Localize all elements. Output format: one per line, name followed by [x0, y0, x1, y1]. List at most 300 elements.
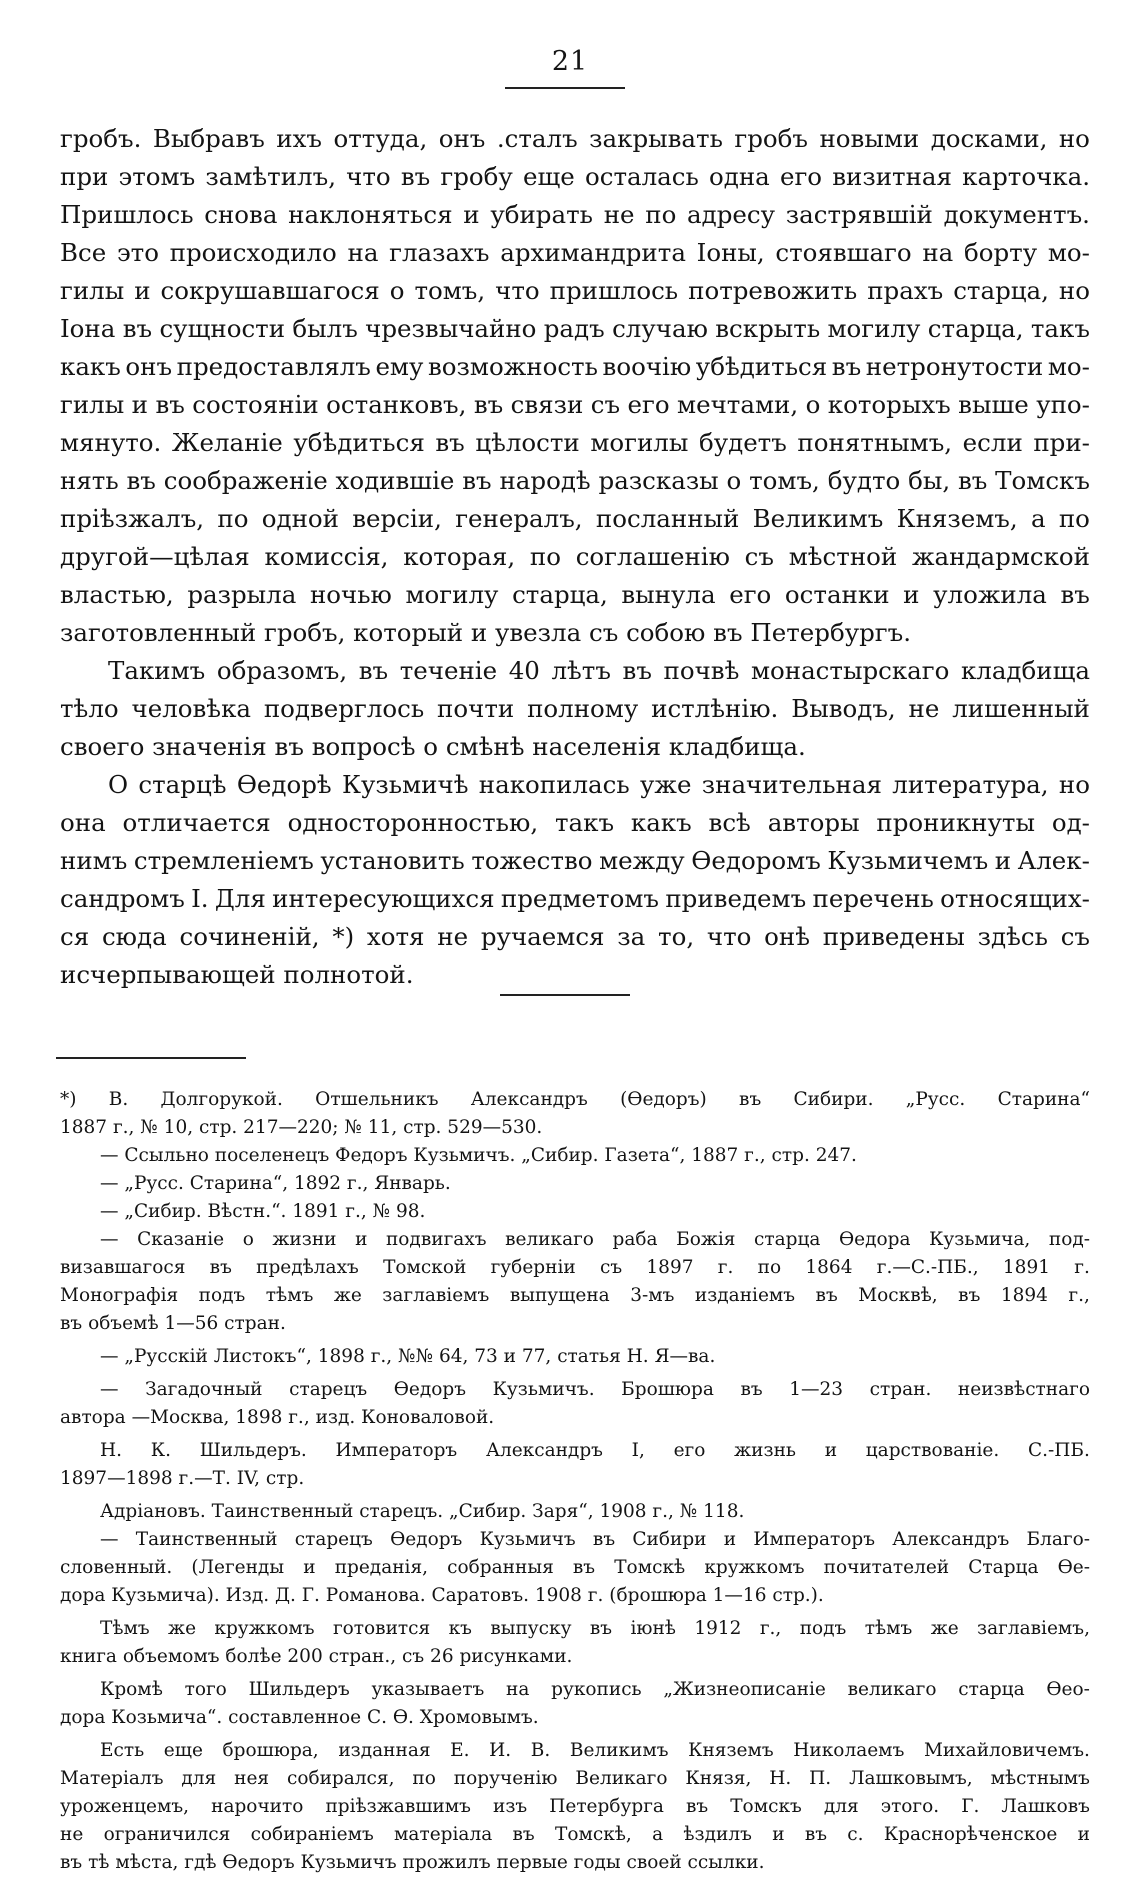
- footnote-word: матеріала: [394, 1824, 493, 1845]
- footnote-word: въ: [804, 1824, 827, 1845]
- footnote-word: и: [355, 1229, 368, 1250]
- body-word: разрыла: [187, 580, 297, 609]
- body-line: [60, 652, 1090, 690]
- body-word: что: [495, 276, 540, 305]
- footnote-line: [60, 1254, 1090, 1282]
- body-word: адресу: [687, 200, 776, 229]
- footnote-word: въ: [739, 1089, 762, 1110]
- body-word: на: [347, 238, 379, 267]
- body-word: по: [217, 504, 249, 533]
- footnote-line: [60, 1526, 1090, 1554]
- footnote-word: г.—С.-ПБ.,: [876, 1257, 979, 1278]
- body-word: мо-: [1047, 238, 1090, 267]
- footnote-word: I,: [631, 1440, 645, 1461]
- body-word: останки: [784, 580, 890, 609]
- footnote-word: Г.: [961, 1796, 980, 1817]
- footnote-word: с.: [847, 1824, 864, 1845]
- footnote-word: же: [930, 1618, 959, 1639]
- body-word: это: [116, 238, 159, 267]
- body-word: Княземъ,: [896, 504, 1018, 533]
- body-word: такъ: [554, 808, 615, 837]
- footnote-line: — „Русскій Листокъ“, 1898 г., №№ 64, 73 и 77, статья Н. Я—ва.: [100, 1346, 716, 1367]
- footnote-word: Краснорѣченское: [883, 1824, 1058, 1845]
- footnote-word: Николаемъ: [793, 1740, 905, 1761]
- body-word: генералъ,: [455, 504, 583, 533]
- body-word: убирать: [490, 200, 593, 229]
- body-line: [60, 272, 1090, 310]
- footnote-word: въ: [209, 1257, 232, 1278]
- body-word: отличается: [122, 808, 271, 837]
- body-word: будетъ: [698, 428, 787, 457]
- footnote-line: [60, 1086, 1090, 1114]
- footnote-line: [60, 1554, 1090, 1582]
- body-word: убѣдиться: [293, 428, 425, 457]
- body-word: сущности: [159, 314, 286, 343]
- body-word: властью,: [60, 580, 174, 609]
- footnote-word: тѣмъ: [864, 1618, 913, 1639]
- footnote-word: Ѳе-: [1057, 1557, 1090, 1578]
- body-word: его: [779, 162, 823, 191]
- body-word: она: [60, 808, 106, 837]
- footnote-word: —: [100, 1529, 119, 1550]
- body-word: лѣтъ: [551, 656, 611, 685]
- body-word: гилы: [60, 390, 125, 419]
- body-word: будто: [827, 466, 901, 495]
- body-word: перечень: [812, 884, 934, 913]
- footnote-word: Императоръ: [335, 1440, 458, 1461]
- body-word: томъ,: [749, 466, 820, 495]
- body-word: ихъ: [276, 124, 323, 153]
- body-word: и: [134, 276, 151, 305]
- footnote-word: изданная: [338, 1740, 431, 1761]
- body-word: ходившіе: [335, 466, 455, 495]
- footnote-word: не: [60, 1824, 84, 1845]
- footnote-word: Тѣмъ: [100, 1618, 150, 1639]
- footnote-word: старецъ: [289, 1379, 368, 1400]
- footnote-word: а: [652, 1824, 664, 1845]
- body-word: Выводъ,: [791, 694, 896, 723]
- body-word: за: [617, 922, 646, 951]
- body-word: въ: [1060, 580, 1090, 609]
- body-word: закрывать: [589, 124, 723, 153]
- body-word: мо-: [1047, 352, 1090, 381]
- body-word: теченіе: [399, 656, 498, 685]
- body-word: одной: [261, 504, 339, 533]
- body-word: мечтами,: [677, 390, 799, 419]
- body-word: гробъ.: [60, 124, 142, 153]
- body-word: одна: [709, 162, 770, 191]
- body-word: а: [1030, 504, 1046, 533]
- body-word: какъ: [630, 808, 692, 837]
- footnote-word: Лашковъ: [1001, 1796, 1090, 1817]
- body-word: Желаніе: [171, 428, 283, 457]
- footnote-word: Великаго: [575, 1768, 668, 1789]
- body-word: версіи,: [352, 504, 442, 533]
- body-word: упо-: [1036, 390, 1090, 419]
- body-word: вынула: [621, 580, 716, 609]
- footnote-word: Томскъ: [730, 1796, 802, 1817]
- body-word: Ѳедоромъ: [691, 846, 821, 875]
- body-word: прахъ: [867, 276, 944, 305]
- footnote-word: по: [412, 1768, 436, 1789]
- footnote-word: для: [181, 1768, 217, 1789]
- footnote-word: изъ: [492, 1796, 528, 1817]
- footnote-word: подвигахъ: [385, 1229, 487, 1250]
- footnote-word: 1912: [694, 1618, 742, 1639]
- footnote-word: „Жизнеописаніе: [663, 1679, 826, 1700]
- body-line: [60, 234, 1090, 272]
- body-text: [60, 120, 1090, 994]
- body-word: подверглось: [263, 694, 425, 723]
- body-word: которыхъ: [827, 390, 951, 419]
- body-word: то,: [658, 922, 695, 951]
- footnote-word: по: [757, 1257, 782, 1278]
- footnote-word: Брошюра: [621, 1379, 714, 1400]
- footnote-word: Старца: [968, 1557, 1039, 1578]
- footnote-line: [60, 1676, 1090, 1704]
- body-word: цѣлости: [475, 428, 580, 457]
- footnote-word: Томскѣ,: [554, 1824, 632, 1845]
- footnote-word: Великимъ: [569, 1740, 669, 1761]
- footnote-word: 1891: [1002, 1257, 1050, 1278]
- body-word: ручаемся: [480, 922, 605, 951]
- footnote-word: собирался,: [286, 1768, 395, 1789]
- body-word: онъ: [438, 124, 486, 153]
- body-word: сюда: [101, 922, 167, 951]
- body-line: [60, 310, 1090, 348]
- body-word: не: [908, 694, 940, 723]
- body-word: разсказы: [598, 466, 719, 495]
- footnote-word: почитателей: [823, 1557, 950, 1578]
- body-word: въ: [957, 466, 988, 495]
- body-word: о: [389, 276, 405, 305]
- body-word: значительная: [701, 770, 882, 799]
- body-word: О: [108, 770, 129, 799]
- body-word: полному: [527, 694, 639, 723]
- body-word: Такимъ: [108, 656, 206, 685]
- page-number: 21: [551, 46, 589, 77]
- body-line: исчерпывающей полнотой.: [60, 960, 414, 989]
- footnote-word: Князя,: [685, 1768, 752, 1789]
- body-word: гилы: [60, 276, 125, 305]
- body-line: [60, 120, 1090, 158]
- body-word: происходило: [169, 238, 337, 267]
- body-word: останковъ,: [326, 390, 467, 419]
- body-line: [60, 918, 1090, 956]
- footnote-word: Москвѣ,: [858, 1285, 938, 1306]
- footnote-word: —: [100, 1379, 119, 1400]
- body-word: и: [131, 390, 149, 419]
- footnote-word: рукопись: [551, 1679, 642, 1700]
- footnote-word: въ: [685, 1796, 709, 1817]
- body-word: здѣсь: [977, 922, 1048, 951]
- footnote-word: В.: [108, 1089, 129, 1110]
- footnote-word: къ: [448, 1618, 472, 1639]
- page-number-rule: [505, 87, 625, 89]
- body-word: старцѣ: [138, 770, 227, 799]
- footnote-word: губерніи: [490, 1257, 576, 1278]
- footnote-word: Кузьмичъ.: [492, 1379, 595, 1400]
- body-word: истлѣнію.: [651, 694, 779, 723]
- footnote-word: Н.: [769, 1768, 792, 1789]
- body-word: что: [346, 162, 391, 191]
- footnote-word: Томской: [383, 1257, 467, 1278]
- footnote-word: собираніемъ: [250, 1824, 374, 1845]
- body-word: монастырскаго: [750, 656, 950, 685]
- footnote-word: Ѳедоръ: [393, 1379, 467, 1400]
- footnote-line: 1897—1898 г.—Т. IV, стр.: [60, 1468, 305, 1489]
- body-word: гробъ: [734, 124, 808, 153]
- body-word: замѣтилъ,: [205, 162, 336, 191]
- footnote-word: тѣмъ: [265, 1285, 314, 1306]
- body-word: воочію: [602, 352, 692, 381]
- body-word: въ: [462, 466, 492, 495]
- footnote-word: 1—23: [789, 1379, 844, 1400]
- footnote-word: С.-ПБ.: [1027, 1440, 1090, 1461]
- body-word: Алек-: [1017, 846, 1090, 875]
- body-word: что: [706, 922, 752, 951]
- footnote-word: въ: [572, 1557, 596, 1578]
- body-word: съ: [1060, 922, 1090, 951]
- body-word: борту: [963, 238, 1038, 267]
- body-word: тожество: [471, 846, 593, 875]
- footnote-word: г.,: [759, 1618, 782, 1639]
- body-word: въ: [473, 390, 504, 419]
- body-word: радъ: [543, 314, 605, 343]
- footnote-word: въ: [958, 1285, 981, 1306]
- body-word: въ: [358, 656, 389, 685]
- footnote-divider: [56, 1057, 246, 1059]
- footnote-line: [60, 1737, 1090, 1765]
- body-word: нять: [60, 466, 119, 495]
- footnote-word: Таинственный: [135, 1529, 278, 1550]
- body-line: [60, 424, 1090, 462]
- footnote-word: предѣлахъ: [256, 1257, 359, 1278]
- body-word: приведемъ: [665, 884, 807, 913]
- body-word: осталась: [584, 162, 699, 191]
- body-word: стремленіемъ: [133, 846, 314, 875]
- footnote-word: и: [303, 1557, 316, 1578]
- footnote-word: порученію: [453, 1768, 558, 1789]
- body-word: еще: [523, 162, 575, 191]
- body-word: состояніи: [192, 390, 319, 419]
- footnote-word: (Легенды: [191, 1557, 285, 1578]
- body-word: новыми: [819, 124, 920, 153]
- body-word: могилу: [405, 580, 499, 609]
- body-word: Для: [214, 884, 266, 913]
- body-word: и: [463, 200, 480, 229]
- body-word: карточка.: [962, 162, 1090, 191]
- footnote-line: [60, 1615, 1090, 1643]
- body-word: выше: [958, 390, 1029, 419]
- body-word: уложила: [933, 580, 1047, 609]
- footnote-word: еще: [163, 1740, 203, 1761]
- footnote-word: и: [824, 1440, 838, 1461]
- footnote-word: —: [100, 1229, 119, 1250]
- body-line: [60, 690, 1090, 728]
- body-word: уже: [639, 770, 692, 799]
- footnote-word: того: [184, 1679, 227, 1700]
- body-word: всѣ: [708, 808, 751, 837]
- footnote-line: Адріановъ. Таинственный старецъ. „Сибир. Заря“, 1908 г., № 118.: [100, 1501, 745, 1522]
- footnote-line: дора Козьмича“. составленное С. Ѳ. Хромовымъ.: [60, 1707, 539, 1728]
- footnote-word: на: [505, 1679, 530, 1700]
- body-word: чрезвычайно: [365, 314, 537, 343]
- footnote-word: Александръ: [470, 1089, 588, 1110]
- footnote-line: [60, 1376, 1090, 1404]
- footnote-line: — „Русс. Старина“, 1892 г., Январь.: [100, 1173, 451, 1194]
- footnote-word: мѣстнымъ: [990, 1768, 1090, 1789]
- body-word: стоявшаго: [775, 238, 912, 267]
- body-word: его: [627, 390, 670, 419]
- body-word: по: [1058, 504, 1090, 533]
- footnote-line: [60, 1437, 1090, 1465]
- body-word: приведены: [822, 922, 965, 951]
- footnote-word: В.: [530, 1740, 551, 1761]
- body-word: томъ,: [414, 276, 486, 305]
- body-word: Кузьмичѣ: [342, 770, 469, 799]
- footnote-word: его: [673, 1440, 706, 1461]
- footnote-word: заглавіемъ: [382, 1285, 490, 1306]
- footnote-line: [60, 1282, 1090, 1310]
- body-line: [60, 386, 1090, 424]
- footnote-line: въ тѣ мѣста, гдѣ Ѳедоръ Кузьмичъ прожилъ первые годы своей ссылки.: [60, 1852, 765, 1873]
- footnote-word: Благо-: [1026, 1529, 1090, 1550]
- footnote-word: Сибири: [632, 1529, 707, 1550]
- footnote-word: 3-мъ: [630, 1285, 675, 1306]
- footnote-word: г.,: [1068, 1285, 1090, 1306]
- body-word: авторы: [767, 808, 860, 837]
- body-word: онѣ: [764, 922, 811, 951]
- body-word: гробу: [440, 162, 513, 191]
- footnotes: [60, 1086, 1090, 1877]
- body-word: визитная: [832, 162, 952, 191]
- body-word: Кузьмичемъ: [827, 846, 989, 875]
- footnote-word: и: [723, 1529, 737, 1550]
- body-word: застрявшій: [785, 200, 933, 229]
- footnote-word: г.: [717, 1257, 734, 1278]
- body-word: его: [729, 580, 772, 609]
- body-word: но: [1058, 124, 1090, 153]
- body-line: [60, 842, 1090, 880]
- footnote-word: Монографія: [60, 1285, 179, 1306]
- body-line: [60, 766, 1090, 804]
- footnote-line: — Ссыльно поселенецъ Федоръ Кузьмичъ. „Сибир. Газета“, 1887 г., стр. 247.: [100, 1145, 857, 1166]
- footnote-word: П.: [809, 1768, 832, 1789]
- body-word: лишенный: [952, 694, 1090, 723]
- body-word: въ: [400, 162, 431, 191]
- footnote-word: Шильдеръ.: [199, 1440, 307, 1461]
- body-word: 40: [508, 656, 540, 685]
- footnote-word: Отшельникъ: [315, 1089, 439, 1110]
- footnote-word: подъ: [799, 1618, 847, 1639]
- footnote-word: неизвѣстнаго: [957, 1379, 1090, 1400]
- body-word: Іоны,: [696, 238, 765, 267]
- footnote-word: великаго: [847, 1679, 937, 1700]
- body-word: но: [1058, 276, 1090, 305]
- footnote-word: готовится: [332, 1618, 431, 1639]
- footnote-word: собранныя: [447, 1557, 554, 1578]
- footnote-word: Кузьмича,: [929, 1229, 1031, 1250]
- body-word: такъ: [1030, 314, 1090, 343]
- body-word: старца,: [953, 276, 1049, 305]
- footnote-word: Шильдеръ: [248, 1679, 350, 1700]
- body-word: между: [599, 846, 685, 875]
- body-word: старца,: [512, 580, 608, 609]
- body-word: этомъ: [118, 162, 196, 191]
- footnote-word: И.: [489, 1740, 512, 1761]
- footnote-line: автора —Москва, 1898 г., изд. Коноваловой.: [60, 1407, 495, 1428]
- footnote-line: 1887 г., № 10, стр. 217—220; № 11, стр. 529—530.: [60, 1117, 543, 1138]
- footnote-word: выпуску: [490, 1618, 572, 1639]
- footnote-word: кружкомъ: [704, 1557, 805, 1578]
- body-word: бы,: [908, 466, 951, 495]
- body-word: вскрыть: [715, 314, 821, 343]
- body-word: соглашенію: [575, 542, 730, 571]
- footnote-word: ѣздилъ: [683, 1824, 752, 1845]
- body-word: которая,: [403, 542, 516, 571]
- body-word: сандромъ: [60, 884, 185, 913]
- body-word: од-: [1051, 808, 1090, 837]
- body-word: о: [726, 466, 742, 495]
- body-word: кладбища: [960, 656, 1090, 685]
- footnote-word: пріѣзжавшимъ: [325, 1796, 471, 1817]
- body-word: при-: [1033, 428, 1090, 457]
- body-line: [60, 158, 1090, 196]
- body-word: народѣ: [499, 466, 591, 495]
- body-line: [60, 196, 1090, 234]
- footnote-word: (Ѳедоръ): [620, 1089, 707, 1110]
- section-divider: [500, 994, 630, 996]
- body-word: установить: [320, 846, 465, 875]
- body-word: интересующихся: [272, 884, 495, 913]
- body-word: на: [922, 238, 954, 267]
- body-line: [60, 500, 1090, 538]
- footnote-word: 1897: [646, 1257, 694, 1278]
- body-word: если: [962, 428, 1023, 457]
- body-word: старца,: [927, 314, 1024, 343]
- footnote-word: съ: [599, 1257, 623, 1278]
- footnote-word: визавшагося: [60, 1257, 186, 1278]
- body-line: заготовленный гробъ, который и увезла съ собою въ Петербургъ.: [60, 618, 912, 647]
- footnote-word: раба: [612, 1229, 658, 1250]
- footnote-word: Матеріалъ: [60, 1768, 164, 1789]
- body-word: могилы: [590, 428, 689, 457]
- footnote-word: Сибири.: [793, 1089, 874, 1110]
- body-word: односторонностью,: [287, 808, 539, 837]
- body-line: своего значенія въ вопросѣ о смѣнѣ населенія кладбища.: [60, 732, 806, 761]
- footnote-word: Кромѣ: [100, 1679, 163, 1700]
- footnote-word: царствованіе.: [865, 1440, 1000, 1461]
- body-line: [60, 348, 1090, 386]
- body-word: не: [437, 922, 469, 951]
- footnote-word: старца: [754, 1229, 821, 1250]
- body-word: пришлось: [549, 276, 679, 305]
- body-word: Пришлось: [60, 200, 194, 229]
- body-word: убѣдиться: [695, 352, 828, 381]
- body-word: въ: [831, 352, 862, 381]
- body-word: Томскъ: [995, 466, 1090, 495]
- footnote-word: указываетъ: [371, 1679, 485, 1700]
- footnote-word: Ѳедора: [838, 1229, 911, 1250]
- footnote-word: Петербурга: [549, 1796, 664, 1817]
- body-word: тѣло: [60, 694, 119, 723]
- body-word: по: [529, 542, 561, 571]
- footnote-word: нарочито: [211, 1796, 304, 1817]
- body-word: снова: [204, 200, 278, 229]
- body-word: относящих-: [940, 884, 1090, 913]
- body-word: при: [60, 162, 109, 191]
